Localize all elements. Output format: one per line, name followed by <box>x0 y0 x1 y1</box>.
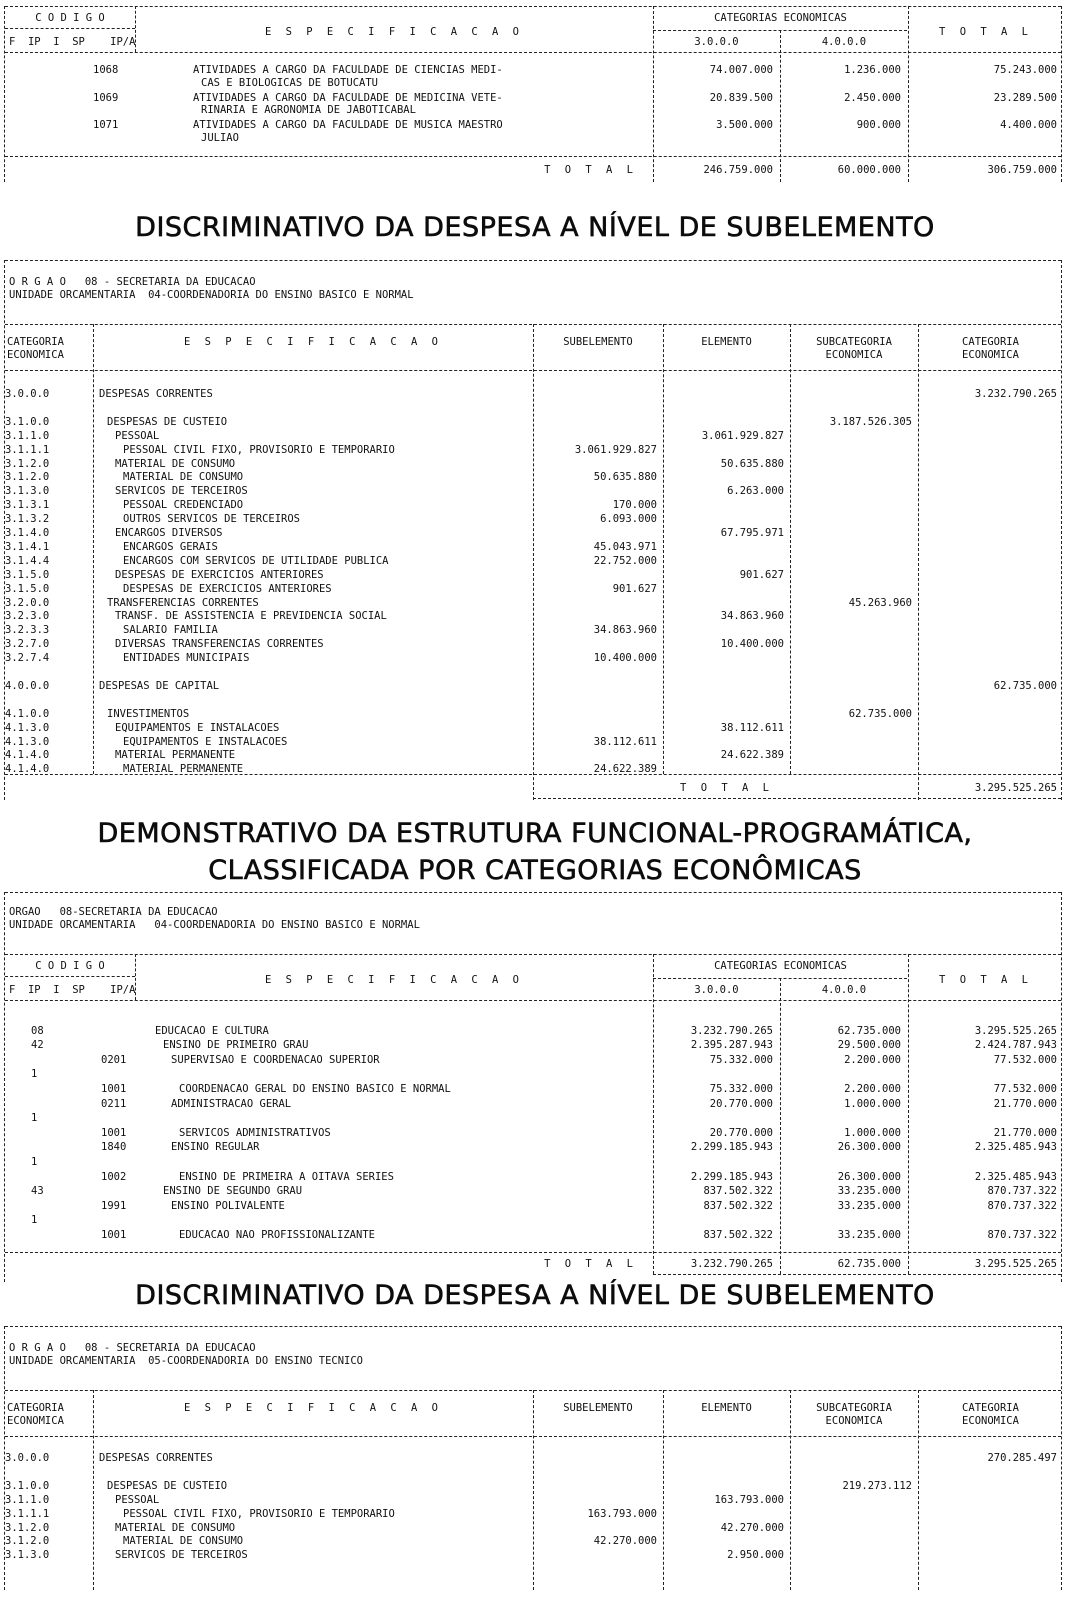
row-value-total: 870.737.322 <box>987 1229 1057 1241</box>
section4-orgao: O R G A O 08 - SECRETARIA DA EDUCACAO <box>9 1342 256 1354</box>
row-code: 3.2.7.0 <box>5 638 50 651</box>
row-value-3000: 75.332.000 <box>709 1053 773 1066</box>
row-subelemento: 901.627 <box>612 582 657 595</box>
section1-table <box>4 6 1062 182</box>
row-value-4000: 62.735.000 <box>837 1024 901 1037</box>
row-specification: CAS E BIOLOGICAS DE BOTUCATU <box>201 76 379 89</box>
row-specification: ENCARGOS COM SERVICOS DE UTILIDADE PUBLICA <box>123 554 389 567</box>
row-code: 1001 <box>101 1126 127 1139</box>
row-code: 3.1.4.4 <box>5 554 50 567</box>
row-code: 1840 <box>101 1141 127 1154</box>
row-subelemento: 45.043.971 <box>593 540 657 553</box>
row-specification: EDUCACAO NAO PROFISSIONALIZANTE <box>179 1229 375 1241</box>
row-code: 3.1.2.0 <box>5 457 50 470</box>
row-code: 3.1.1.1 <box>5 443 50 456</box>
row-value-total: 2.325.485.943 <box>974 1170 1057 1183</box>
row-elemento: 50.635.880 <box>720 457 784 470</box>
row-categoria: 3.232.790.265 <box>974 388 1057 400</box>
row-elemento: 2.950.000 <box>727 1549 784 1562</box>
row-specification: DESPESAS DE EXERCICIOS ANTERIORES <box>123 582 332 595</box>
row-specification: PESSOAL <box>115 1493 160 1506</box>
section3-col-3000-header: 3.0.0.0 <box>694 984 739 996</box>
section2-cat-header-a: CATEGORIA <box>7 336 64 348</box>
section4-cat-header-b: ECONOMICA <box>7 1415 64 1427</box>
row-specification: DESPESAS DE CUSTEIO <box>107 1479 228 1492</box>
row-value-4000: 2.200.000 <box>844 1053 901 1066</box>
codigo-subheader: F IP I SP IP/A <box>9 36 136 48</box>
row-code: 3.1.3.0 <box>5 1549 50 1562</box>
section2-table <box>4 260 1062 800</box>
row-code: 1001 <box>101 1229 127 1241</box>
section3-table <box>4 892 1062 1282</box>
row-value-3000: 2.299.185.943 <box>690 1141 773 1154</box>
row-subcategoria: 62.735.000 <box>848 707 912 720</box>
row-elemento: 38.112.611 <box>720 721 784 734</box>
row-code: 4.1.4.0 <box>5 763 50 776</box>
row-value-total: 21.770.000 <box>993 1126 1057 1139</box>
section4-categ-header-b: ECONOMICA <box>962 1415 1019 1427</box>
row-specification: ENSINO DE PRIMEIRA A OITAVA SERIES <box>179 1170 394 1183</box>
codigo-header: C O D I G O <box>35 12 105 24</box>
row-code: 3.1.4.1 <box>5 540 50 553</box>
row-specification: MATERIAL DE CONSUMO <box>115 457 236 470</box>
section2-total-label: T O T A L <box>680 782 773 794</box>
section2-spec-header: E S P E C I F I C A C A O <box>183 336 443 348</box>
section4-subelemento-header: SUBELEMENTO <box>563 1402 633 1414</box>
row-value-total: 77.532.000 <box>993 1053 1057 1066</box>
row-value-4000: 2.450.000 <box>844 91 901 104</box>
row-specification: ENSINO DE SEGUNDO GRAU <box>163 1185 303 1198</box>
section4-unidade: UNIDADE ORCAMENTARIA 05-COORDENADORIA DO ENSINO TECNICO <box>9 1355 364 1367</box>
row-subelemento: 24.622.389 <box>593 763 657 776</box>
row-value-3000: 837.502.322 <box>703 1199 773 1212</box>
heading-discriminativo-2: DISCRIMINATIVO DA DESPESA A NÍVEL DE SUBELEMENTO <box>135 1280 935 1311</box>
col-4000-header: 4.0.0.0 <box>821 36 867 48</box>
row-specification: ENSINO REGULAR <box>171 1141 260 1154</box>
row-specification: JULIAO <box>201 131 239 144</box>
row-code: 3.0.0.0 <box>5 1452 50 1464</box>
row-specification: MATERIAL PERMANENTE <box>115 749 236 762</box>
row-code: 4.1.0.0 <box>5 707 50 720</box>
section3-total-label: T O T A L <box>544 1258 637 1270</box>
row-subcategoria: 45.263.960 <box>848 596 912 609</box>
row-specification: ENCARGOS DIVERSOS <box>115 527 223 539</box>
categorias-header: CATEGORIAS ECONOMICAS <box>714 12 847 24</box>
row-code: 3.1.5.0 <box>5 582 50 595</box>
row-code: 4.1.3.0 <box>5 721 50 734</box>
row-value-4000: 33.235.000 <box>837 1199 901 1212</box>
row-code: 1069 <box>93 91 119 104</box>
section2-subcat-header-b: ECONOMICA <box>825 349 883 361</box>
row-value-3000: 20.770.000 <box>709 1097 773 1110</box>
row-code: 3.1.1.0 <box>5 1493 50 1506</box>
row-code: 3.2.0.0 <box>5 596 50 609</box>
section4-cat-header-a: CATEGORIA <box>7 1402 64 1414</box>
col-3000-header: 3.0.0.0 <box>694 36 739 48</box>
row-subelemento: 50.635.880 <box>593 471 657 484</box>
row-code: 3.2.3.0 <box>5 610 50 623</box>
row-specification: DESPESAS CORRENTES <box>99 1452 213 1464</box>
row-specification: ATIVIDADES A CARGO DA FACULDADE DE CIENCIAS MEDI- <box>193 64 503 76</box>
row-subelemento: 42.270.000 <box>593 1535 657 1548</box>
row-code: 4.1.3.0 <box>5 735 50 748</box>
row-subelemento: 6.093.000 <box>600 513 657 526</box>
row-value-4000: 2.200.000 <box>844 1083 901 1095</box>
row-specification: PESSOAL CREDENCIADO <box>123 499 244 512</box>
row-specification: SERVICOS DE TERCEIROS <box>115 1549 248 1562</box>
row-specification: RINARIA E AGRONOMIA DE JABOTICABAL <box>201 104 416 117</box>
row-categoria: 62.735.000 <box>993 679 1057 692</box>
section1-total-3000: 246.759.000 <box>703 164 773 176</box>
section3-col-4000-header: 4.0.0.0 <box>821 984 867 996</box>
row-specification: INVESTIMENTOS <box>107 707 190 720</box>
section3-total-4000: 62.735.000 <box>837 1258 901 1270</box>
row-code: 3.1.1.0 <box>5 429 50 442</box>
row-code: 3.1.2.0 <box>5 1521 50 1534</box>
row-code: 1071 <box>93 119 119 131</box>
heading-discriminativo-1: DISCRIMINATIVO DA DESPESA A NÍVEL DE SUBELEMENTO <box>135 212 935 243</box>
row-specification: ENSINO DE PRIMEIRO GRAU <box>163 1039 309 1052</box>
row-value-4000: 26.300.000 <box>837 1170 901 1183</box>
row-specification: SUPERVISAO E COORDENACAO SUPERIOR <box>171 1053 380 1066</box>
row-elemento: 901.627 <box>739 568 784 581</box>
row-value-3000: 75.332.000 <box>709 1083 773 1095</box>
row-specification: MATERIAL DE CONSUMO <box>115 1521 236 1534</box>
row-specification: EDUCACAO E CULTURA <box>155 1024 269 1037</box>
row-code: 3.1.3.2 <box>5 513 50 526</box>
row-specification: DESPESAS DE CUSTEIO <box>107 415 228 428</box>
row-value-total: 77.532.000 <box>993 1083 1057 1095</box>
row-subelemento: 34.863.960 <box>593 624 657 637</box>
row-specification: ENCARGOS GERAIS <box>123 540 218 553</box>
row-code: 1991 <box>101 1199 127 1212</box>
section3-spec-header: E S P E C I F I C A C A O <box>264 974 524 986</box>
row-specification: TRANSF. DE ASSISTENCIA E PREVIDENCIA SOCIAL <box>115 610 387 623</box>
section2-categ-header-a: CATEGORIA <box>962 336 1019 348</box>
row-subelemento: 163.793.000 <box>587 1507 657 1520</box>
row-subcategoria: 3.187.526.305 <box>829 415 912 428</box>
row-specification: COORDENACAO GERAL DO ENSINO BASICO E NORMAL <box>179 1083 451 1095</box>
section2-unidade: UNIDADE ORCAMENTARIA 04-COORDENADORIA DO ENSINO BASICO E NORMAL <box>9 289 414 301</box>
row-code: 42 <box>31 1039 44 1052</box>
row-value-4000: 1.000.000 <box>844 1097 901 1110</box>
row-value-3000: 3.500.000 <box>716 119 773 131</box>
row-code: 1068 <box>93 64 119 76</box>
row-value-3000: 20.770.000 <box>709 1126 773 1139</box>
row-code: 3.1.0.0 <box>5 415 50 428</box>
row-code: 1 <box>31 1112 38 1125</box>
total-header: T O T A L <box>939 26 1032 38</box>
row-code: 3.0.0.0 <box>5 388 50 400</box>
section3-codigo-subheader: F IP I SP IP/A <box>9 984 136 996</box>
section3-total-3000: 3.232.790.265 <box>690 1258 773 1270</box>
row-specification: MATERIAL DE CONSUMO <box>123 1535 244 1548</box>
row-subcategoria: 219.273.112 <box>842 1479 912 1492</box>
section1-total-label: T O T A L <box>544 164 637 176</box>
row-value-4000: 1.236.000 <box>844 64 901 76</box>
row-specification: PESSOAL CIVIL FIXO, PROVISORIO E TEMPORARIO <box>123 443 395 456</box>
section4-table <box>4 1326 1062 1590</box>
row-specification: ENTIDADES MUNICIPAIS <box>123 652 250 665</box>
section4-subcat-header-a: SUBCATEGORIA <box>816 1402 892 1414</box>
row-value-total: 4.400.000 <box>1000 119 1057 131</box>
section2-elemento-header: ELEMENTO <box>701 336 752 348</box>
row-value-3000: 2.395.287.943 <box>690 1039 773 1052</box>
row-code: 3.1.2.0 <box>5 1535 50 1548</box>
row-value-4000: 1.000.000 <box>844 1126 901 1139</box>
row-specification: DESPESAS CORRENTES <box>99 388 213 400</box>
section3-codigo-header: C O D I G O <box>35 960 105 972</box>
section1-total-value: 306.759.000 <box>987 164 1057 176</box>
heading-demonstrativo-line2: CLASSIFICADA POR CATEGORIAS ECONÔMICAS <box>208 855 862 886</box>
row-value-4000: 900.000 <box>856 119 901 131</box>
row-specification: EQUIPAMENTOS E INSTALACOES <box>115 721 280 734</box>
row-specification: DESPESAS DE CAPITAL <box>99 679 220 692</box>
row-specification: SALARIO FAMILIA <box>123 624 218 637</box>
section4-spec-header: E S P E C I F I C A C A O <box>183 1402 443 1414</box>
section4-categ-header-a: CATEGORIA <box>962 1402 1019 1414</box>
section2-cat-header-b: ECONOMICA <box>7 349 64 361</box>
row-code: 3.1.2.0 <box>5 471 50 484</box>
row-categoria: 270.285.497 <box>987 1452 1057 1464</box>
row-subelemento: 3.061.929.827 <box>574 443 657 456</box>
section2-subcat-header-a: SUBCATEGORIA <box>816 336 892 348</box>
row-code: 4.1.4.0 <box>5 749 50 762</box>
row-value-total: 75.243.000 <box>993 64 1057 76</box>
row-code: 1 <box>31 1156 38 1168</box>
row-value-3000: 837.502.322 <box>703 1185 773 1198</box>
row-specification: PESSOAL <box>115 429 160 442</box>
section3-unidade: UNIDADE ORCAMENTARIA 04-COORDENADORIA DO ENSINO BASICO E NORMAL <box>9 919 420 931</box>
row-elemento: 10.400.000 <box>720 638 784 651</box>
row-value-4000: 29.500.000 <box>837 1039 901 1052</box>
section2-categ-header-b: ECONOMICA <box>962 349 1019 361</box>
row-code: 3.1.3.0 <box>5 485 50 498</box>
row-value-total: 870.737.322 <box>987 1199 1057 1212</box>
row-subelemento: 38.112.611 <box>593 735 657 748</box>
row-value-3000: 2.299.185.943 <box>690 1170 773 1183</box>
section4-subcat-header-b: ECONOMICA <box>825 1415 883 1427</box>
row-code: 3.1.4.0 <box>5 527 50 539</box>
row-elemento: 6.263.000 <box>727 485 784 498</box>
spec-header: E S P E C I F I C A C A O <box>264 26 524 38</box>
row-code: 1 <box>31 1214 38 1227</box>
row-specification: ATIVIDADES A CARGO DA FACULDADE DE MEDICINA VETE- <box>193 91 503 104</box>
row-specification: MATERIAL PERMANENTE <box>123 763 244 776</box>
row-value-4000: 26.300.000 <box>837 1141 901 1154</box>
row-value-3000: 74.007.000 <box>709 64 773 76</box>
row-elemento: 163.793.000 <box>714 1493 784 1506</box>
row-code: 3.2.7.4 <box>5 652 50 665</box>
row-code: 1001 <box>101 1083 127 1095</box>
section3-total-header: T O T A L <box>939 974 1032 986</box>
row-code: 3.1.1.1 <box>5 1507 50 1520</box>
row-code: 1 <box>31 1068 38 1081</box>
row-value-total: 21.770.000 <box>993 1097 1057 1110</box>
row-value-total: 870.737.322 <box>987 1185 1057 1198</box>
row-specification: TRANSFERENCIAS CORRENTES <box>107 596 259 609</box>
row-subelemento: 170.000 <box>612 499 657 512</box>
row-specification: DESPESAS DE EXERCICIOS ANTERIORES <box>115 568 324 581</box>
section4-elemento-header: ELEMENTO <box>701 1402 752 1414</box>
row-value-total: 2.325.485.943 <box>974 1141 1057 1154</box>
row-code: 3.2.3.3 <box>5 624 50 637</box>
row-specification: ADMINISTRACAO GERAL <box>171 1097 292 1110</box>
row-subelemento: 10.400.000 <box>593 652 657 665</box>
row-code: 08 <box>31 1024 44 1037</box>
row-elemento: 34.863.960 <box>720 610 784 623</box>
heading-demonstrativo-line1: DEMONSTRATIVO DA ESTRUTURA FUNCIONAL-PROGRAMÁTICA, <box>97 818 973 849</box>
section2-orgao: O R G A O 08 - SECRETARIA DA EDUCACAO <box>9 276 256 288</box>
row-elemento: 42.270.000 <box>720 1521 784 1534</box>
row-specification: SERVICOS ADMINISTRATIVOS <box>179 1126 331 1139</box>
row-code: 3.1.0.0 <box>5 1479 50 1492</box>
row-specification: DIVERSAS TRANSFERENCIAS CORRENTES <box>115 638 324 651</box>
row-specification: OUTROS SERVICOS DE TERCEIROS <box>123 513 301 526</box>
section3-orgao: ORGAO 08-SECRETARIA DA EDUCACAO <box>9 906 218 918</box>
row-code: 3.1.3.1 <box>5 499 50 512</box>
row-code: 43 <box>31 1185 44 1198</box>
row-code: 0211 <box>101 1097 127 1110</box>
section1-total-4000: 60.000.000 <box>837 164 901 176</box>
row-value-total: 23.289.500 <box>993 91 1057 104</box>
row-code: 1002 <box>101 1170 127 1183</box>
row-specification: SERVICOS DE TERCEIROS <box>115 485 248 498</box>
row-elemento: 67.795.971 <box>720 527 784 539</box>
row-value-total: 2.424.787.943 <box>974 1039 1057 1052</box>
row-code: 3.1.5.0 <box>5 568 50 581</box>
row-specification: ENSINO POLIVALENTE <box>171 1199 285 1212</box>
row-value-total: 3.295.525.265 <box>974 1024 1057 1037</box>
row-elemento: 24.622.389 <box>720 749 784 762</box>
row-value-3000: 3.232.790.265 <box>690 1024 773 1037</box>
row-value-4000: 33.235.000 <box>837 1185 901 1198</box>
row-elemento: 3.061.929.827 <box>701 429 784 442</box>
row-value-3000: 20.839.500 <box>709 91 773 104</box>
row-code: 4.0.0.0 <box>5 679 50 692</box>
row-value-4000: 33.235.000 <box>837 1229 901 1241</box>
section3-total-value: 3.295.525.265 <box>974 1258 1057 1270</box>
row-subelemento: 22.752.000 <box>593 554 657 567</box>
row-specification: PESSOAL CIVIL FIXO, PROVISORIO E TEMPORARIO <box>123 1507 395 1520</box>
section2-total-value: 3.295.525.265 <box>974 782 1057 794</box>
row-specification: MATERIAL DE CONSUMO <box>123 471 244 484</box>
row-value-3000: 837.502.322 <box>703 1229 773 1241</box>
row-code: 0201 <box>101 1053 127 1066</box>
row-specification: EQUIPAMENTOS E INSTALACOES <box>123 735 288 748</box>
row-specification: ATIVIDADES A CARGO DA FACULDADE DE MUSICA MAESTRO <box>193 119 503 131</box>
section3-categorias-header: CATEGORIAS ECONOMICAS <box>714 960 847 972</box>
section2-subelemento-header: SUBELEMENTO <box>563 336 633 348</box>
